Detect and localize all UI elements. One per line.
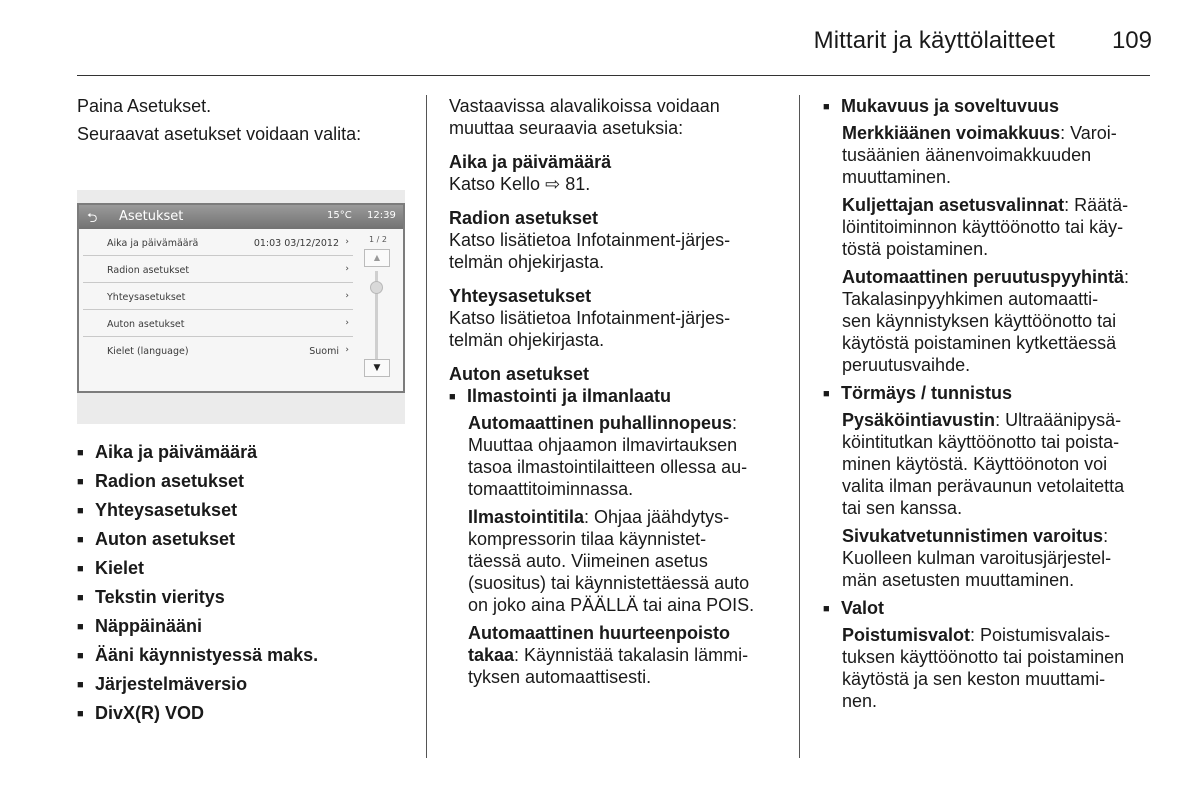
list-item-label: Järjestelmäversio — [95, 674, 248, 694]
screen-row-label: Auton asetukset — [107, 319, 185, 330]
text-line: tai sen kanssa. — [842, 498, 963, 518]
intro-paragraph-2: Seuraavat asetukset voidaan valita: — [77, 124, 362, 144]
section-heading — [449, 363, 779, 385]
heading-comfort: Mukavuus ja soveltuvuus — [841, 96, 1060, 116]
heading-collision: Törmäys / tunnistus — [841, 383, 1013, 403]
paragraph — [449, 307, 779, 351]
bullet-icon: ■ — [823, 603, 830, 615]
chevron-right-icon: › — [345, 237, 349, 247]
column-3 — [823, 95, 1158, 718]
text-line: Kuolleen kulman varoitusjärjestel- — [842, 548, 1112, 568]
screen-row-languages — [83, 337, 353, 364]
text-line: löintitoiminnon käyttöönotto tai käy- — [842, 217, 1124, 237]
bullet-icon: ■ — [823, 388, 830, 400]
paragraph — [842, 194, 1158, 260]
bullet-heading — [823, 95, 1158, 118]
screen-row-label: Yhteysasetukset — [107, 292, 186, 303]
term-bold: takaa — [468, 645, 515, 665]
text-line: män asetusten muuttaminen. — [842, 570, 1075, 590]
paragraph — [842, 525, 1158, 591]
screen-row-connection — [83, 283, 353, 310]
comfort-subsection — [823, 122, 1158, 376]
section-heading — [449, 207, 779, 229]
chevron-right-icon: › — [345, 345, 349, 355]
text-line: käytöstä poistaminen kytkettäessä — [842, 333, 1117, 353]
text-line: Muuttaa ohjaamon ilmavirtauksen — [468, 435, 738, 455]
text-line: köintitutkan käyttöönotto tai poista- — [842, 432, 1120, 452]
intro-prefix: Paina — [77, 96, 128, 116]
paragraph — [842, 122, 1158, 188]
screen-row-value: Suomi — [309, 346, 339, 357]
heading-climate: Ilmastointi ja ilmanlaatu — [467, 386, 672, 406]
text-line: peruutusvaihde. — [842, 355, 971, 375]
term-bold: Automaattinen peruutuspyyhintä — [842, 267, 1125, 287]
paragraph — [468, 506, 779, 616]
climate-subsection — [449, 412, 779, 688]
list-item — [77, 441, 407, 470]
page-number: 109 — [1111, 27, 1152, 54]
chevron-right-icon: › — [345, 318, 349, 328]
settings-screen-illustration — [77, 190, 405, 424]
bullet-icon: ■ — [823, 101, 830, 113]
text-line: kompressorin tilaa käynnistet- — [468, 529, 707, 549]
heading-connection: Yhteysasetukset — [449, 286, 592, 306]
paragraph — [468, 622, 779, 688]
text-line: : Ultraäänipysä- — [995, 410, 1122, 430]
bullet-icon: ■ — [77, 534, 84, 546]
paragraph — [842, 624, 1158, 712]
list-item-label: DivX(R) VOD — [95, 703, 205, 723]
text-line: tuksen käyttöönotto tai poistaminen — [842, 647, 1125, 667]
text-line: telmän ohjekirjasta. — [449, 330, 605, 350]
list-item — [77, 499, 407, 528]
settings-menu-list — [77, 441, 407, 731]
text-line: Takalasinpyyhkimen automaatti- — [842, 289, 1099, 309]
list-item — [77, 528, 407, 557]
screen-row-label: Aika ja päivämäärä — [107, 238, 199, 249]
list-item-label: Kielet — [95, 558, 145, 578]
collision-subsection — [823, 409, 1158, 591]
term-bold: Automaattinen huurteenpoisto — [468, 623, 730, 643]
heading-lights: Valot — [841, 598, 885, 618]
page-reference: 81. — [565, 174, 591, 194]
section-heading — [449, 151, 779, 173]
text-line: on joko aina PÄÄLLÄ tai aina POIS. — [468, 595, 755, 615]
column-1 — [77, 95, 407, 151]
text-line: töstä poistaminen. — [842, 239, 989, 259]
term-bold: Poistumisvalot — [842, 625, 971, 645]
text-line: tasoa ilmastointilaitteen ollessa au- — [468, 457, 748, 477]
screen-row-vehicle — [83, 310, 353, 337]
paragraph: Automaattinen puhallinnopeus: Muuttaa ohjaamon ilmavirtauksen tasoa ilmastointilaitteen ollessa au- tomaattitoiminnassa. — [468, 413, 748, 499]
screen-settings-list — [83, 229, 353, 364]
column-divider-1 — [426, 95, 427, 758]
text-line: muuttaminen. — [842, 167, 952, 187]
text-line: Katso lisätietoa Infotainment-järjes- — [449, 230, 731, 250]
screen-row-radio — [83, 256, 353, 283]
list-item — [77, 586, 407, 615]
text-line: telmän ohjekirjasta. — [449, 252, 605, 272]
settings-screen — [77, 203, 405, 393]
text-line: tusäänien äänenvoimakkuuden — [842, 145, 1092, 165]
back-arrow-icon: ⮌ — [87, 211, 98, 226]
bullet-icon: ■ — [77, 563, 84, 575]
header-divider — [77, 75, 1150, 76]
paragraph — [842, 409, 1158, 519]
intro-paragraph — [77, 95, 407, 117]
heading-radio: Radion asetukset — [449, 208, 599, 228]
submenu-intro — [449, 95, 779, 139]
text-line: täessä auto. Viimeinen asetus — [468, 551, 708, 571]
lights-subsection — [823, 624, 1158, 712]
list-item-label: Yhteysasetukset — [95, 500, 238, 520]
paragraph — [449, 229, 779, 273]
list-item — [77, 470, 407, 499]
bullet-icon: ■ — [77, 476, 84, 488]
chevron-right-icon: › — [345, 291, 349, 301]
text-line: tyksen automaattisesti. — [468, 667, 652, 687]
intro-suffix: . — [206, 96, 212, 116]
list-item-label: Auton asetukset — [95, 529, 236, 549]
paragraph — [449, 173, 779, 195]
bullet-icon: ■ — [77, 505, 84, 517]
list-item — [77, 557, 407, 586]
list-item-label: Näppäinääni — [95, 616, 203, 636]
text-line: (suositus) tai käynnistettäessä auto — [468, 573, 750, 593]
bullet-icon: ■ — [77, 621, 84, 633]
text-line: valita ilman perävaunun vetolaitetta — [842, 476, 1125, 496]
list-item — [77, 644, 407, 673]
text-line: sen käynnistyksen käyttöönotto tai — [842, 311, 1117, 331]
text-line: : — [1124, 267, 1130, 287]
bullet-heading — [823, 382, 1158, 405]
term-bold: Merkkiäänen voimakkuus — [842, 123, 1061, 143]
screen-page-indicator: 1 / 2 — [369, 235, 387, 244]
settings-term: Asetukset — [127, 96, 207, 116]
text-line: : — [1103, 526, 1109, 546]
text-line: : Räätä- — [1064, 195, 1129, 215]
text-line: minen käytöstä. Käyttöönoton voi — [842, 454, 1108, 474]
screen-title-bar — [79, 205, 403, 229]
term-bold: Ilmastointitila — [468, 507, 585, 527]
bullet-icon: ■ — [77, 708, 84, 720]
screen-row-value: 01:03 03/12/2012 — [253, 238, 339, 249]
screen-clock: 12:39 — [367, 210, 396, 221]
text-line: Katso lisätietoa Infotainment-järjes- — [449, 308, 731, 328]
bullet-heading — [449, 385, 779, 408]
screen-row-label: Radion asetukset — [107, 265, 190, 276]
page-header-title: Mittarit ja käyttölaitteet — [813, 27, 1055, 54]
text-line: Vastaavissa alavalikoissa voidaan — [449, 96, 720, 116]
list-item-label: Ääni käynnistyessä maks. — [95, 645, 319, 665]
heading-vehicle: Auton asetukset — [449, 364, 590, 384]
screen-title: Asetukset — [119, 209, 184, 224]
bullet-icon: ■ — [77, 447, 84, 459]
term-bold: Sivukatvetunnistimen varoitus — [842, 526, 1104, 546]
section-heading — [449, 285, 779, 307]
text-line: : Ohjaa jäähdytys- — [584, 507, 730, 527]
scroll-down-icon: ▼ — [364, 359, 390, 377]
term-bold: Automaattinen puhallinnopeus — [468, 413, 732, 433]
list-item-label: Radion asetukset — [95, 471, 245, 491]
bullet-icon: ■ — [77, 679, 84, 691]
text-line: Katso Kello — [449, 174, 541, 194]
column-divider-2 — [799, 95, 800, 758]
list-item — [77, 702, 407, 731]
screen-temperature: 15°C — [327, 210, 352, 221]
list-item-label: Tekstin vieritys — [95, 587, 225, 607]
chevron-right-icon: › — [345, 264, 349, 274]
bullet-heading — [823, 597, 1158, 620]
term-bold: Pysäköintiavustin — [842, 410, 996, 430]
column-2 — [449, 95, 779, 694]
text-line: käytöstä ja sen keston muuttami- — [842, 669, 1106, 689]
list-item — [77, 673, 407, 702]
text-line: : Poistumisvalais- — [970, 625, 1111, 645]
bullet-icon: ■ — [77, 592, 84, 604]
list-item-label: Aika ja päivämäärä — [95, 442, 258, 462]
scroll-thumb — [370, 281, 383, 294]
text-line: tomaattitoiminnassa. — [468, 479, 634, 499]
text-line: : Käynnistää takalasin lämmi- — [514, 645, 749, 665]
term-bold: Kuljettajan asetusvalinnat — [842, 195, 1065, 215]
screen-row-time-date — [83, 229, 353, 256]
scroll-up-icon: ▲ — [364, 249, 390, 267]
bullet-icon: ■ — [77, 650, 84, 662]
page-reference-icon: ⇨ — [545, 174, 561, 194]
text-line: muuttaa seuraavia asetuksia: — [449, 118, 684, 138]
heading-time-date: Aika ja päivämäärä — [449, 152, 612, 172]
screen-row-label: Kielet (language) — [107, 346, 189, 357]
bullet-icon: ■ — [449, 391, 456, 403]
paragraph — [842, 266, 1158, 376]
text-line: nen. — [842, 691, 878, 711]
text-line: : Varoi- — [1060, 123, 1117, 143]
list-item — [77, 615, 407, 644]
